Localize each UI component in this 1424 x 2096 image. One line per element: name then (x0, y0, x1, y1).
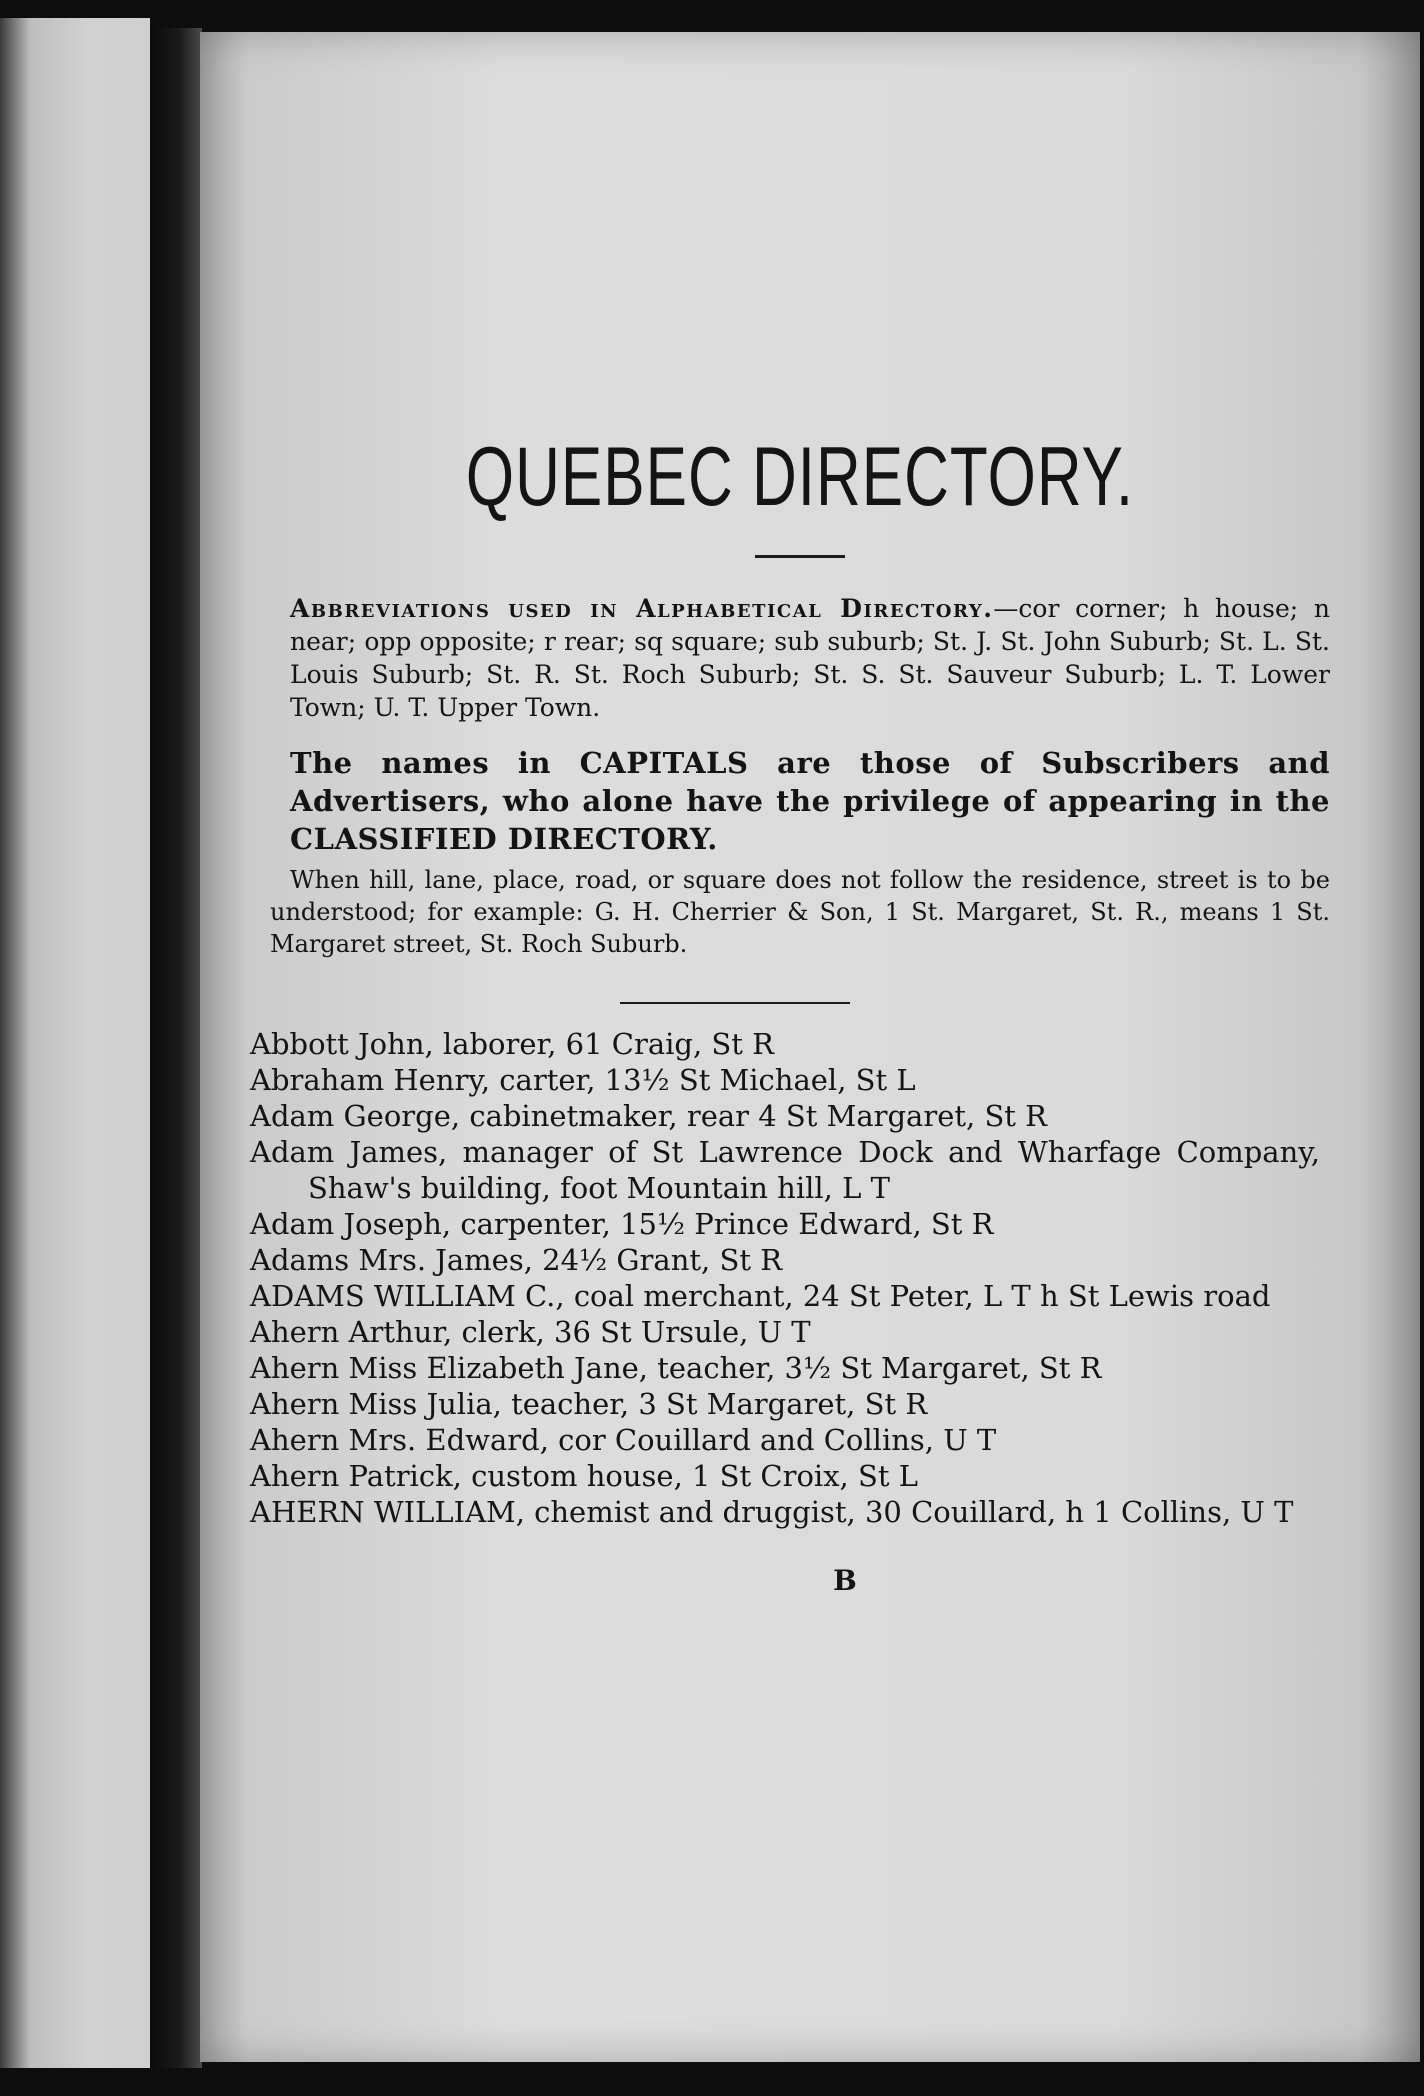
abbreviations-text: —cor corner; h house; n near; opp opposite; r rear; sq square; sub suburb; St. J. St. John Suburb; St. L. St. Louis Suburb; St. R. St. Roch Suburb; St. S. St. Sauveur Suburb; L. T. Lower Town; U. T. Upper Town. (290, 594, 1330, 722)
directory-entry: Ahern Miss Julia, teacher, 3 St Margaret, St R (250, 1387, 928, 1421)
directory-entry: Adam George, cabinetmaker, rear 4 St Margaret, St R (250, 1099, 1048, 1133)
directory-entry: Adam Joseph, carpenter, 15½ Prince Edward, St R (250, 1207, 994, 1241)
directory-entry: Abraham Henry, carter, 13½ St Michael, St L (250, 1063, 916, 1097)
abbreviations-heading: Abbreviations used in Alphabetical Directory. (290, 594, 994, 623)
book-spine (150, 28, 202, 2068)
directory-entry: Ahern Arthur, clerk, 36 St Ursule, U T (250, 1315, 811, 1349)
directory-entry: Adam James, manager of St Lawrence Dock and Wharfage Company, Shaw's building, foot Mountain hill, L T (250, 1135, 1320, 1205)
title-rule (755, 555, 845, 558)
directory-entry: Ahern Miss Elizabeth Jane, teacher, 3½ St Margaret, St R (250, 1351, 1102, 1385)
street-explanation: When hill, lane, place, road, or square does not follow the residence, street is to be understood; for example: G. H. Cherrier & Son, 1 St. Margaret, St. R., means 1 St. Margaret street, St. Roch Suburb. (270, 866, 1330, 958)
directory-entries (250, 1026, 1320, 1530)
left-page-edge (0, 18, 150, 2068)
directory-entry: Abbott John, laborer, 61 Craig, St R (250, 1027, 774, 1061)
directory-page (200, 32, 1420, 2062)
section-letter: B (833, 1564, 857, 1597)
page-title: QUEBEC DIRECTORY. (465, 430, 1135, 525)
directory-entry: Ahern Patrick, custom house, 1 St Croix, St L (250, 1459, 918, 1493)
subscribers-notice: The names in CAPITALS are those of Subscribers and Advertisers, who alone have the privilege of appearing in the CLASSIFIED DIRECTORY. (290, 746, 1330, 856)
directory-entry: AHERN WILLIAM, chemist and druggist, 30 Couillard, h 1 Collins, U T (250, 1495, 1294, 1529)
directory-entry: Adams Mrs. James, 24½ Grant, St R (250, 1243, 783, 1277)
section-rule (620, 1002, 850, 1004)
abbreviations-paragraph (290, 592, 1330, 724)
directory-entry: Ahern Mrs. Edward, cor Couillard and Collins, U T (250, 1423, 997, 1457)
page-content (250, 32, 1350, 1597)
directory-entry: ADAMS WILLIAM C., coal merchant, 24 St Peter, L T h St Lewis road (250, 1279, 1271, 1313)
